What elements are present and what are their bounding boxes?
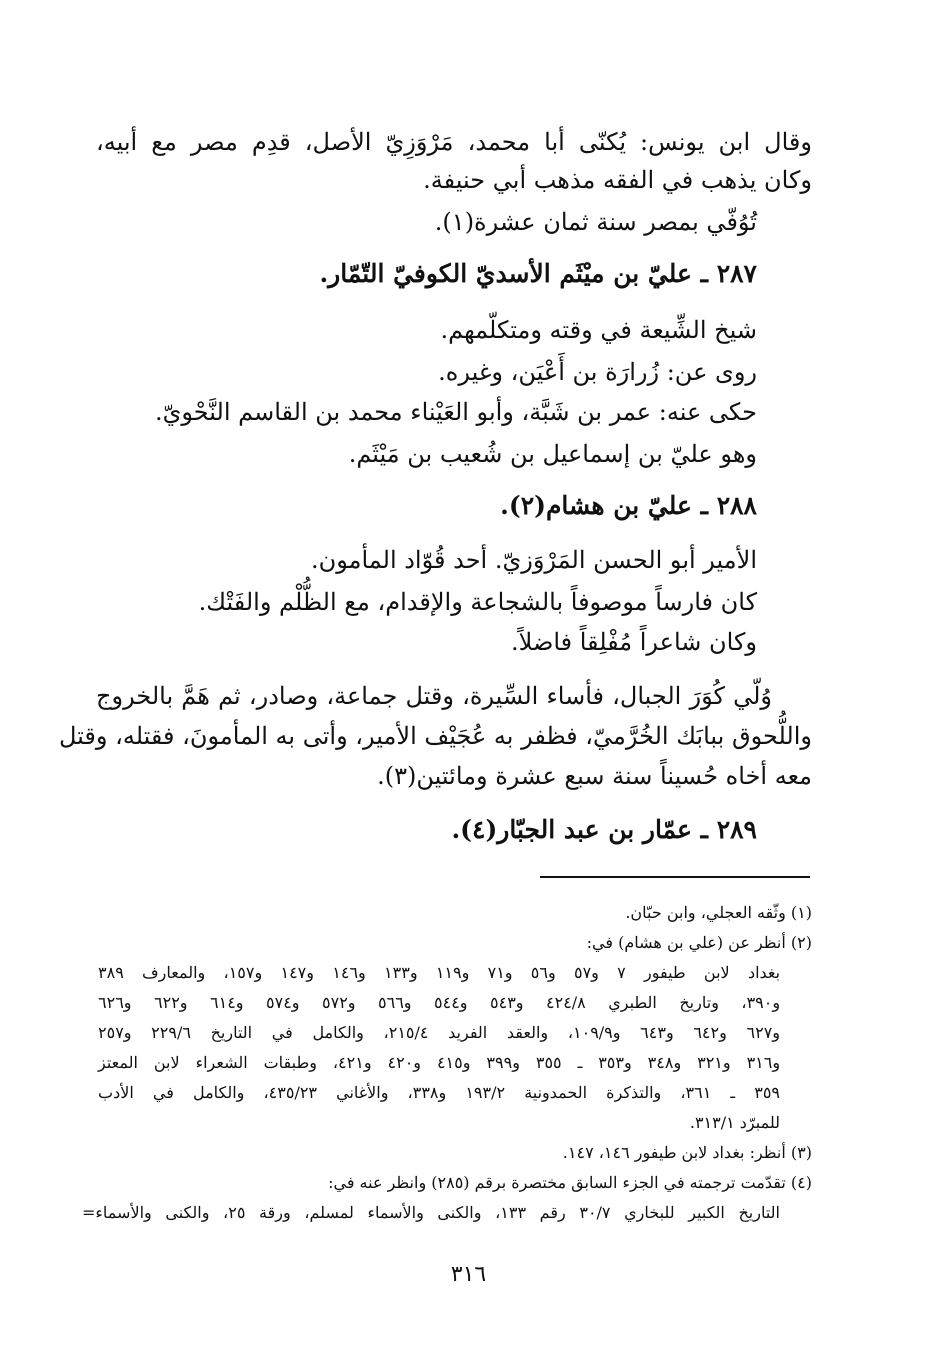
body-line: تُوُفّي بمصر سنة ثمان عشرة(١). <box>434 208 757 236</box>
body-line: وهو عليّ بن إسماعيل بن شُعيب بن مَيْثَم. <box>348 440 757 468</box>
footnote-2: (٢) أنظر عن (علي بن هشام) في: <box>586 933 812 952</box>
entry-heading-289: ٢٨٩ ـ عمّار بن عبد الجبّار(٤). <box>451 815 757 844</box>
page-number: ٣١٦ <box>450 1262 487 1287</box>
body-line: واللُّحوق ببابَك الخُرَّميّ، فظفر به عُجَيْف الأمير، وأتى به المأمونَ، فقتله، وقتل <box>58 722 812 750</box>
entry-heading-288: ٢٨٨ ـ عليّ بن هشام(٢). <box>500 491 757 520</box>
footnote-separator <box>540 876 810 878</box>
body-line: وقال ابن يونس: يُكنّى أبا محمد، مَرْوَزِيّ الأصل، قدِم مصر مع أبيه، <box>96 128 812 156</box>
footnote-line: و٣١٦ و٣٢١ و٣٤٨ و٣٥٣ ـ ٣٥٥ و٣٩٩ و٤١٥ و٤٢٠ و٤٢١، وطبقات الشعراء لابن المعتز <box>98 1053 781 1072</box>
footnote-3: (٣) أنظر: بغداد لابن طيفور ١٤٦، ١٤٧. <box>562 1143 812 1162</box>
footnote-4: (٤) تقدّمت ترجمته في الجزء السابق مختصرة برقم (٢٨٥) وانظر عنه في: <box>328 1173 812 1192</box>
footnote-line: التاريخ الكبير للبخاري ٣٠/٧ رقم ١٣٣، والكنى والأسماء لمسلم، ورقة ٢٥، والكنى والأسماء= <box>82 1203 781 1222</box>
footnote-line: و٦٢٧ و٦٤٢ و٦٤٣ و١٠٩/٩، والعقد الفريد ٢١٥/٤، والكامل في التاريخ ٢٢٩/٦ و٢٥٧ <box>98 1023 781 1042</box>
footnote-1: (١) وثّقه العجلي، وابن حبّان. <box>625 903 812 922</box>
body-line: وُلّي كُوَرَ الجبال، فأساء السِّيرة، وقتل جماعة، وصادر، ثم هَمَّ بالخروج <box>96 682 772 710</box>
body-line: كان فارساً موصوفاً بالشجاعة والإقدام، مع الظُّلْم والفَتْك. <box>198 588 757 616</box>
body-line: وكان يذهب في الفقه مذهب أبي حنيفة. <box>423 166 812 194</box>
footnote-line: ٣٥٩ ـ ٣٦١، والتذكرة الحمدونية ١٩٣/٢ و٣٣٨، والأغاني ٤٣٥/٢٣، والكامل في الأدب <box>98 1083 780 1102</box>
body-line: معه أخاه حُسيناً سنة سبع عشرة ومائتين(٣). <box>377 762 812 790</box>
body-line: شيخ الشِّيعة في وقته ومتكلّمهم. <box>440 316 757 344</box>
body-line: حكى عنه: عمر بن شَبَّة، وأبو العَيْناء محمد بن القاسم النَّحْويّ. <box>154 398 757 426</box>
footnote-line: بغداد لابن طيفور ٧ و٥٧ و٥٦ و٧١ و١١٩ و١٣٣ و١٤٦ و١٤٧ و١٥٧، والمعارف ٣٨٩ <box>98 963 781 982</box>
body-line: الأمير أبو الحسن المَرْوَزيّ. أحد قُوّاد المأمون. <box>310 546 757 574</box>
body-line: روى عن: زُرارَة بن أَعْيَن، وغيره. <box>438 358 757 386</box>
entry-heading-287: ٢٨٧ ـ عليّ بن ميْثَم الأسديّ الكوفيّ التّمّار. <box>319 259 757 288</box>
footnote-line: للمبرّد ٣١٣/١. <box>689 1113 780 1132</box>
body-line: وكان شاعراً مُفْلِقاً فاضلاً. <box>511 628 757 656</box>
footnote-line: و٣٩٠، وتاريخ الطبري ٤٢٤/٨ و٥٤٣ و٥٤٤ و٥٦٦ و٥٧٢ و٥٧٤ و٦١٤ و٦٢٢ و٦٢٦ <box>98 993 781 1012</box>
